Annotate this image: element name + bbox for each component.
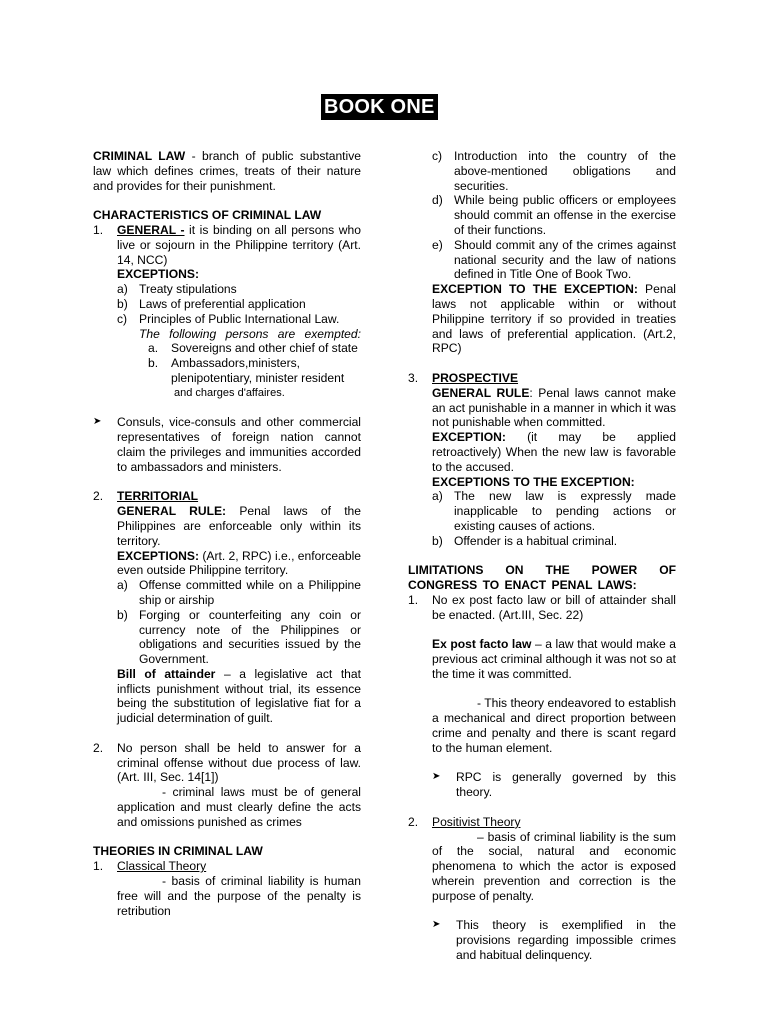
exemplified-bullet: ➤ This theory is exemplified in the provisions regarding impossible crimes and habitual delinquency. <box>432 918 676 963</box>
ex-post-facto: Ex post facto law – a law that would make a previous act criminal although it was not so at the time it was committed. <box>432 637 677 681</box>
list-item: b. Ambassadors,ministers, plenipotentiary, minister resident <box>148 356 345 385</box>
list-item: b) Forging or counterfeiting any coin or currency note of the Philippines or obligations and securities issued by the Government. <box>117 607 361 667</box>
territorial-rule: GENERAL RULE: Penal laws of the Philippines are enforceable only within its territory. <box>117 504 362 548</box>
exceptions-to-exception-label: EXCEPTIONS TO THE EXCEPTION: <box>432 474 635 489</box>
bill-of-attainder: Bill of attainder – a legislative act that inflicts punishment without trial, its essence being the substitution of legislative fiat for a judicial determination of guilt. <box>117 666 361 726</box>
list-item: c) Introduction into the country of the above-mentioned obligations and securities. <box>432 149 676 193</box>
list-item: e) Should commit any of the crimes against national security and the law of nations defined in Title One of Book Two. <box>432 237 676 282</box>
theories-heading: THEORIES IN CRIMINAL LAW <box>93 844 263 859</box>
list-item: a) Treaty stipulations <box>117 282 237 297</box>
left-column <box>93 149 361 918</box>
exempted-text: The following persons are exempted: <box>139 326 361 341</box>
item-positivist-theory: 2. Positivist Theory <box>408 814 521 829</box>
item-limitation: 1. No ex post facto law or bill of attainder shall be enacted. (Art.III, Sec. 22) <box>408 592 676 622</box>
item-prospective: 3. PROSPECTIVE <box>408 370 519 385</box>
list-item: b) Offender is a habitual criminal. <box>432 533 618 548</box>
term-criminal-law: CRIMINAL LAW <box>93 149 186 163</box>
item-classical-theory: 1. Classical Theory <box>93 859 207 874</box>
characteristics-heading: CHARACTERISTICS OF CRIMINAL LAW <box>93 208 322 223</box>
classical-theory-continued: - This theory endeavored to establish a mechanical and direct proportion between crime and penalty and there is scant regard to the human element. <box>432 696 676 755</box>
classical-theory-text: - basis of criminal liability is human free will and the purpose of the penalty is retribution <box>117 874 361 918</box>
criminal-law-definition: CRIMINAL LAW - branch of public substantive law which defines crimes, treats of their nature and provides for their punishment. <box>93 149 361 193</box>
arrow-bullet-icon: ➤ <box>432 771 441 783</box>
charges-text: and charges d'affaires. <box>174 386 285 399</box>
arrow-bullet-icon: ➤ <box>93 416 102 428</box>
page-title: BOOK ONE <box>321 94 438 120</box>
arrow-bullet-icon: ➤ <box>432 919 441 931</box>
list-item: b) Laws of preferential application <box>117 296 306 311</box>
rpc-bullet: ➤ RPC is generally governed by this theory. <box>432 770 676 800</box>
territorial-exceptions: EXCEPTIONS: (Art. 2, RPC) i.e., enforceable even outside Philippine territory. <box>117 548 361 578</box>
due-process-note: - criminal laws must be of general application and must clearly define the acts and omissions punished as crimes <box>117 785 361 829</box>
exception-to-exception: EXCEPTION TO THE EXCEPTION: Penal laws not applicable within or without Philippine territory if so provided in treaties and laws of preferential application. (Art.2, RPC) <box>432 282 676 356</box>
consuls-bullet: ➤ Consuls, vice-consuls and other commercial representatives of foreign nation cannot claim the privileges and immunities accorded to ambassadors and ministers. <box>93 415 361 474</box>
list-item: d) While being public officers or employees should commit an offense in the exercise of their functions. <box>432 193 676 237</box>
item-territorial: 2. TERRITORIAL <box>93 489 199 504</box>
list-item: a) Offense committed while on a Philippine ship or airship <box>117 578 361 607</box>
prospective-exception: EXCEPTION: (it may be applied retroactively) When the new law is favorable to the accused. <box>432 430 676 474</box>
positivist-theory-text: – basis of criminal liability is the sum of the social, natural and economic phenomena to which the actor is exposed wherein prevention and correction is the purpose of penalty. <box>432 829 676 903</box>
list-item: a) The new law is expressly made inapplicable to pending actions or existing causes of actions. <box>432 489 676 533</box>
item-general: 1. GENERAL - it is binding on all persons who live or sojourn in the Philippine territory (Art. 14, NCC) <box>93 222 361 267</box>
exceptions-label: EXCEPTIONS: <box>117 267 199 282</box>
list-item: a. Sovereigns and other chief of state <box>148 341 358 356</box>
limitations-heading: LIMITATIONS ON THE POWER OF CONGRESS TO ENACT PENAL LAWS: <box>408 563 676 593</box>
right-column <box>408 149 676 963</box>
prospective-rule: GENERAL RULE: Penal laws cannot make an act punishable in a manner in which it was not punishable when committed. <box>432 385 676 430</box>
list-item: c) Principles of Public International Law. <box>117 311 340 326</box>
item-due-process: 2. No person shall be held to answer for a criminal offense without due process of law. (Art. III, Sec. 14[1]) <box>93 740 361 785</box>
